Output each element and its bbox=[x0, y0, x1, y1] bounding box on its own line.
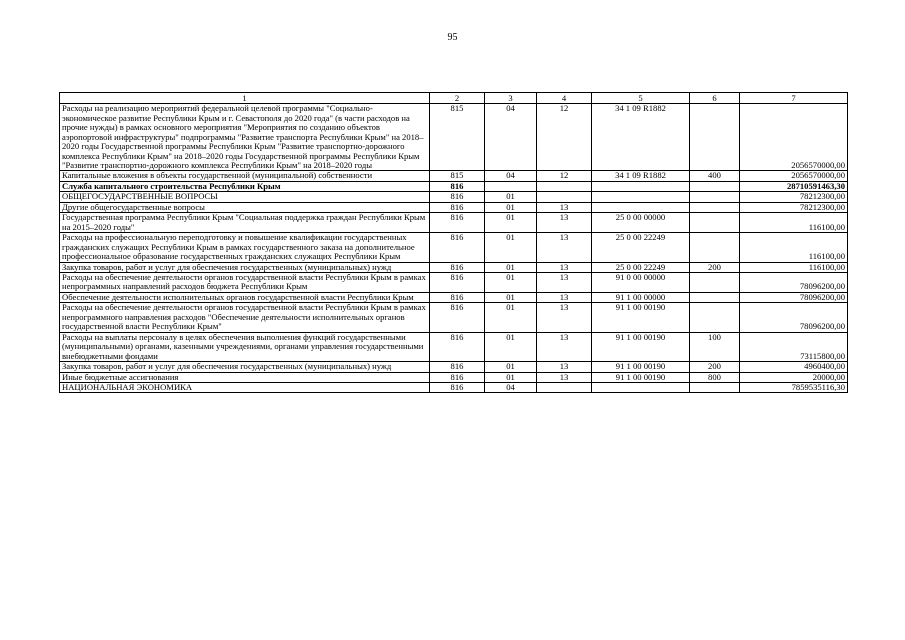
header-cell: 4 bbox=[537, 93, 592, 104]
col5-cell bbox=[592, 202, 690, 212]
row-name-cell: НАЦИОНАЛЬНАЯ ЭКОНОМИКА bbox=[60, 383, 430, 393]
amount-cell: 73115800,00 bbox=[740, 332, 848, 361]
col3-cell: 01 bbox=[485, 372, 537, 382]
row-name-cell: Обеспечение деятельности исполнительных органов государственной власти Республики Крым bbox=[60, 292, 430, 302]
amount-cell: 4960400,00 bbox=[740, 362, 848, 372]
col3-cell: 01 bbox=[485, 362, 537, 372]
col4-cell: 12 bbox=[537, 171, 592, 181]
amount-cell: 78096200,00 bbox=[740, 273, 848, 293]
amount-cell: 78096200,00 bbox=[740, 292, 848, 302]
col5-cell: 34 1 09 R1882 bbox=[592, 171, 690, 181]
col5-cell bbox=[592, 192, 690, 202]
col3-cell: 01 bbox=[485, 233, 537, 262]
table-row bbox=[60, 292, 848, 302]
col5-cell: 91 0 00 00000 bbox=[592, 273, 690, 293]
table-header-row bbox=[60, 93, 848, 104]
amount-cell: 78096200,00 bbox=[740, 303, 848, 332]
col2-cell: 816 bbox=[430, 262, 485, 272]
row-name-cell: Закупка товаров, работ и услуг для обеспечения государственных (муниципальных) нужд bbox=[60, 362, 430, 372]
amount-cell: 78212300,00 bbox=[740, 192, 848, 202]
col6-cell bbox=[690, 292, 740, 302]
col3-cell: 01 bbox=[485, 213, 537, 233]
col2-cell: 816 bbox=[430, 372, 485, 382]
col4-cell: 13 bbox=[537, 372, 592, 382]
col4-cell bbox=[537, 383, 592, 393]
col3-cell: 04 bbox=[485, 171, 537, 181]
col2-cell: 816 bbox=[430, 213, 485, 233]
amount-cell: 2056570000,00 bbox=[740, 104, 848, 171]
col3-cell: 01 bbox=[485, 332, 537, 361]
col3-cell: 01 bbox=[485, 202, 537, 212]
col4-cell: 13 bbox=[537, 273, 592, 293]
header-cell: 5 bbox=[592, 93, 690, 104]
amount-cell: 2056570000,00 bbox=[740, 171, 848, 181]
col6-cell bbox=[690, 213, 740, 233]
col5-cell bbox=[592, 383, 690, 393]
col4-cell: 13 bbox=[537, 233, 592, 262]
header-cell: 2 bbox=[430, 93, 485, 104]
header-cell: 7 bbox=[740, 93, 848, 104]
col3-cell: 01 bbox=[485, 273, 537, 293]
col3-cell: 01 bbox=[485, 292, 537, 302]
col5-cell bbox=[592, 181, 690, 191]
col5-cell: 91 1 00 00190 bbox=[592, 332, 690, 361]
row-name-cell: Государственная программа Республики Крым "Социальная поддержка граждан Республики Крым на 2015–2020 годы" bbox=[60, 213, 430, 233]
col2-cell: 816 bbox=[430, 332, 485, 361]
table-row bbox=[60, 332, 848, 361]
col4-cell: 13 bbox=[537, 202, 592, 212]
col4-cell: 13 bbox=[537, 213, 592, 233]
table-row bbox=[60, 104, 848, 171]
col2-cell: 816 bbox=[430, 362, 485, 372]
col6-cell: 100 bbox=[690, 332, 740, 361]
col5-cell: 34 1 09 R1882 bbox=[592, 104, 690, 171]
col2-cell: 816 bbox=[430, 383, 485, 393]
col6-cell bbox=[690, 273, 740, 293]
table-row bbox=[60, 202, 848, 212]
col2-cell: 816 bbox=[430, 202, 485, 212]
col4-cell bbox=[537, 192, 592, 202]
col6-cell: 200 bbox=[690, 362, 740, 372]
table-row bbox=[60, 262, 848, 272]
col5-cell: 25 0 00 22249 bbox=[592, 233, 690, 262]
col5-cell: 25 0 00 22249 bbox=[592, 262, 690, 272]
col6-cell: 200 bbox=[690, 262, 740, 272]
col4-cell: 13 bbox=[537, 303, 592, 332]
row-name-cell: Иные бюджетные ассигнования bbox=[60, 372, 430, 382]
table-row bbox=[60, 383, 848, 393]
col2-cell: 815 bbox=[430, 104, 485, 171]
row-name-cell: Расходы на обеспечение деятельности органов государственной власти Республики Крым в рамках непрограммных направлений расходов бюджета Республики Крым bbox=[60, 273, 430, 293]
col6-cell bbox=[690, 104, 740, 171]
table-row bbox=[60, 362, 848, 372]
col2-cell: 816 bbox=[430, 292, 485, 302]
col2-cell: 816 bbox=[430, 303, 485, 332]
col3-cell: 01 bbox=[485, 303, 537, 332]
header-cell: 3 bbox=[485, 93, 537, 104]
col4-cell: 13 bbox=[537, 332, 592, 361]
row-name-cell: Капитальные вложения в объекты государственной (муниципальной) собственности bbox=[60, 171, 430, 181]
table-row bbox=[60, 372, 848, 382]
col6-cell bbox=[690, 181, 740, 191]
row-name-cell: Расходы на реализацию мероприятий федеральной целевой программы "Социально-экономическое развитие Республики Крым и г. Севастополя до 2020 года" (в части расходов на прочие нужды) в рамках основного мероприятия "Мероприятия по созданию объектов аэропортовой инфраструктуры" подпрограммы "Развитие транспорта Республики Крым" на 2018–2020 годы Государственной программы Республики Крым "Развитие транспортно-дорожного комплекса Республики Крым" на 2018–2020 годы Государственной программы Республики Крым "Развитие транспортно-дорожного комплекса Республики Крым" на 2018–2020 годы bbox=[60, 104, 430, 171]
col3-cell bbox=[485, 181, 537, 191]
col3-cell: 04 bbox=[485, 104, 537, 171]
col5-cell: 91 1 00 00000 bbox=[592, 292, 690, 302]
table-row bbox=[60, 171, 848, 181]
col5-cell: 91 1 00 00190 bbox=[592, 303, 690, 332]
amount-cell: 116100,00 bbox=[740, 262, 848, 272]
row-name-cell: Закупка товаров, работ и услуг для обеспечения государственных (муниципальных) нужд bbox=[60, 262, 430, 272]
col4-cell: 12 bbox=[537, 104, 592, 171]
col6-cell bbox=[690, 233, 740, 262]
row-name-cell: Расходы на обеспечение деятельности органов государственной власти Республики Крым в рамках непрограммного направления расходов "Обеспечение деятельности исполнительных органов государственной власти Республики Крым" bbox=[60, 303, 430, 332]
row-name-cell: Служба капитального строительства Республики Крым bbox=[60, 181, 430, 191]
col6-cell bbox=[690, 192, 740, 202]
table-row bbox=[60, 233, 848, 262]
table-row bbox=[60, 273, 848, 293]
col2-cell: 816 bbox=[430, 233, 485, 262]
col4-cell: 13 bbox=[537, 292, 592, 302]
row-name-cell: Расходы на выплаты персоналу в целях обеспечения выполнения функций государственными (муниципальными) органами, казенными учреждениями, органами управления государственными внебюджетными фондами bbox=[60, 332, 430, 361]
amount-cell: 28710591463,30 bbox=[740, 181, 848, 191]
col5-cell: 91 1 00 00190 bbox=[592, 372, 690, 382]
page-number: 95 bbox=[447, 32, 458, 43]
amount-cell: 78212300,00 bbox=[740, 202, 848, 212]
col2-cell: 816 bbox=[430, 273, 485, 293]
col6-cell bbox=[690, 383, 740, 393]
header-cell: 6 bbox=[690, 93, 740, 104]
col4-cell: 13 bbox=[537, 262, 592, 272]
table-row bbox=[60, 213, 848, 233]
amount-cell: 116100,00 bbox=[740, 233, 848, 262]
col2-cell: 815 bbox=[430, 171, 485, 181]
amount-cell: 7859535116,30 bbox=[740, 383, 848, 393]
row-name-cell: Другие общегосударственные вопросы bbox=[60, 202, 430, 212]
header-cell: 1 bbox=[60, 93, 430, 104]
col6-cell: 400 bbox=[690, 171, 740, 181]
amount-cell: 20000,00 bbox=[740, 372, 848, 382]
col3-cell: 01 bbox=[485, 262, 537, 272]
row-name-cell: ОБЩЕГОСУДАРСТВЕННЫЕ ВОПРОСЫ bbox=[60, 192, 430, 202]
col4-cell bbox=[537, 181, 592, 191]
col5-cell: 91 1 00 00190 bbox=[592, 362, 690, 372]
table-row bbox=[60, 303, 848, 332]
col6-cell bbox=[690, 202, 740, 212]
col2-cell: 816 bbox=[430, 192, 485, 202]
col4-cell: 13 bbox=[537, 362, 592, 372]
col6-cell: 800 bbox=[690, 372, 740, 382]
row-name-cell: Расходы на профессиональную переподготовку и повышение квалификации государственных гражданских служащих Республики Крым в рамках государственного заказа на дополнительное профессиональное образование государственных гражданских служащих Республики Крым bbox=[60, 233, 430, 262]
col3-cell: 01 bbox=[485, 192, 537, 202]
table-row bbox=[60, 192, 848, 202]
budget-table bbox=[59, 92, 848, 393]
col6-cell bbox=[690, 303, 740, 332]
amount-cell: 116100,00 bbox=[740, 213, 848, 233]
table-row bbox=[60, 181, 848, 191]
col2-cell: 816 bbox=[430, 181, 485, 191]
col3-cell: 04 bbox=[485, 383, 537, 393]
col5-cell: 25 0 00 00000 bbox=[592, 213, 690, 233]
